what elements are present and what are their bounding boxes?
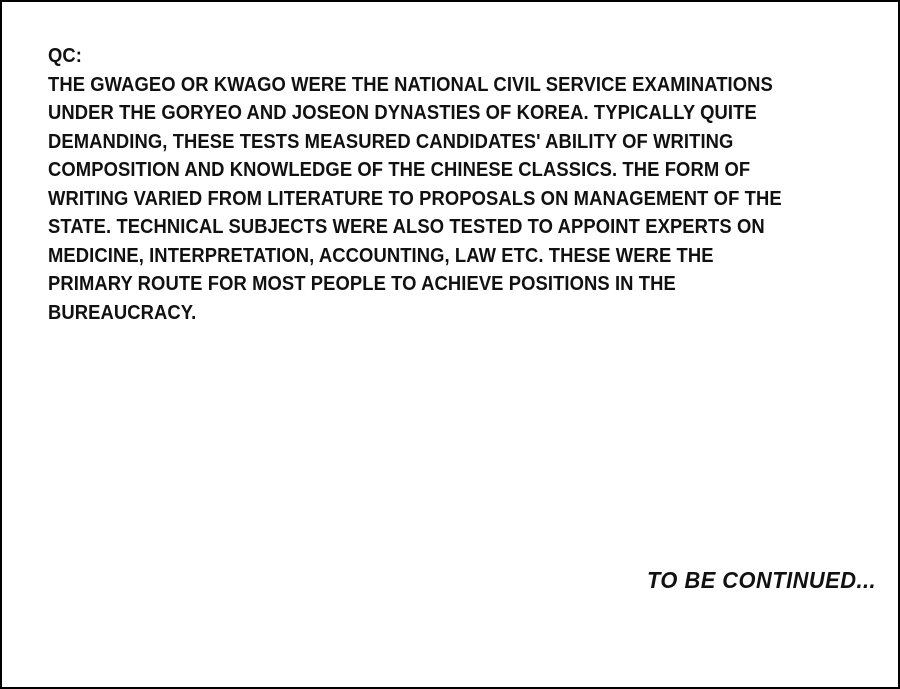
to-be-continued-text: TO BE CONTINUED... [647,567,877,593]
translator-note-block [48,42,858,327]
note-label: QC: [48,45,83,67]
note-body-text: THE GWAGEO OR KWAGO WERE THE NATIONAL CIVIL SERVICE EXAMINATIONS UNDER THE GORYEO AND JOSEON DYNASTIES OF KOREA. TYPICALLY QUITE DEMANDING, THESE TESTS MEASURED CANDIDATES' ABILITY OF WRITING COMPOSITION AND KNOWLEDGE OF THE CHINESE CLASSICS. THE FORM OF WRITING VARIED FROM LITERATURE TO PROPOSALS ON MANAGEMENT OF THE STATE. TECHNICAL SUBJECTS WERE ALSO TESTED TO APPOINT EXPERTS ON MEDICINE, INTERPRETATION, ACCOUNTING, LAW ETC. THESE WERE THE PRIMARY ROUTE FOR MOST PEOPLE TO ACHIEVE POSITIONS IN THE BUREAUCRACY. [48,73,782,324]
